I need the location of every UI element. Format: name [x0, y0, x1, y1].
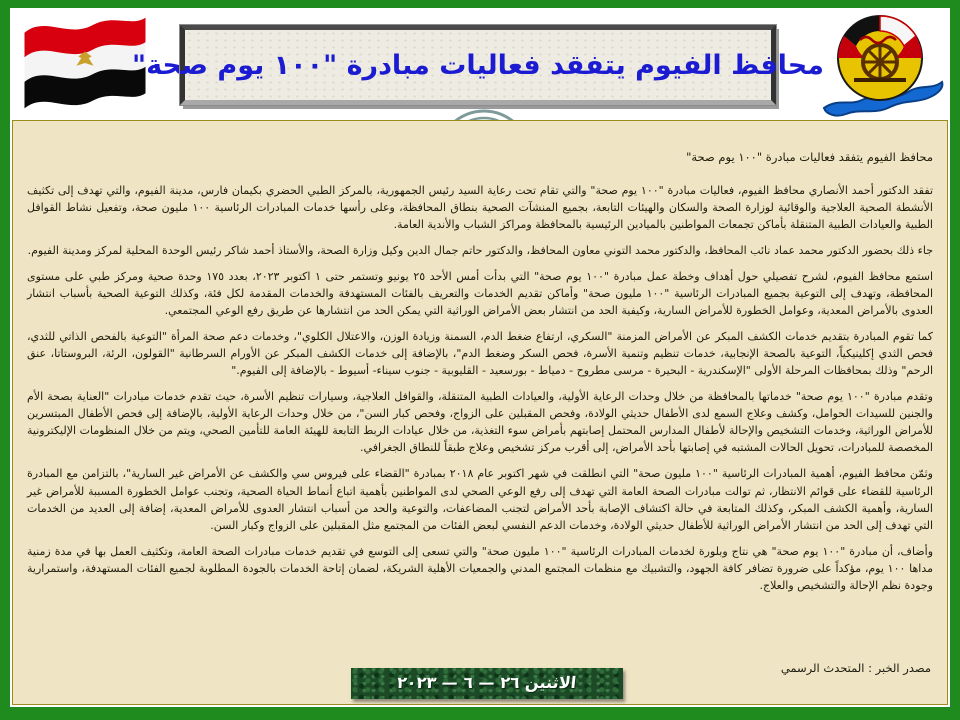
- article-paragraph: وتقدم مبادرة "١٠٠ يوم صحة" خدماتها بالمحافظة من خلال وحدات الرعاية الأولية، والعيادات الطبية المتنقلة، والقوافل العلاجية، وسيارات تنظيم الأسرة، حيث تقدم خدمات مبادرات "العناية بصحة الأم والجنين للسيدات الحوامل، وكشف وعلاج السمع لدى الأطفال حديثي الولادة، وفحص المقبلين على الزواج، وفحص كبار السن"، من خلال وحدات الرعاية الأولية، بالإضافة إلى فحص الأطفال المبتسرين للأمراض الوراثية، وخدمات التشخيص والإحالة لأطفال المدارس المحتمل إصابتهم بأمراض سوء التغذية، من خلال عيادات الربط التابعة للهيئة العامة للتأمين الصحي، ويتم من خلال المنظومات الإليكترونية المخصصة للمبادرات، تحويل الحالات المشتبه في إصابتها بأحد الأمراض، إلى أقرب مركز تشخيص وعلاج طبقاً للنطاق الجغرافي.: [27, 390, 933, 455]
- headline-plaque: [132, 25, 824, 105]
- fayoum-governorate-logo-icon: [816, 10, 948, 126]
- article-headline: محافظ الفيوم يتفقد فعاليات مبادرة "١٠٠ يوم صحة": [686, 150, 933, 164]
- date-banner: [351, 668, 623, 699]
- article-paragraph: استمع محافظ الفيوم، لشرح تفصيلي حول أهداف وخطة عمل مبادرة "١٠٠ يوم صحة" التي بدأت أمس الأحد ٢٥ يونيو وتستمر حتى ١ اكتوبر ٢٠٢٣، بعدد ١٧٥ وحدة صحية ومركز طبي على مستوى المحافظة، وتهدف إلى التوعية بجميع المبادرات الرئاسية "١٠٠ مليون صحة" وأماكن تقديم الخدمات والتعريف بالفئات المستهدفة والخدمات المقدمة لكل فئة، وكذلك التوعية الصحية بأسباب انتشار العدوى بالأمراض المعدية، وعوامل الخطورة للأمراض السارية، وكيفية الحد من انتشار بعض الأمراض الوراثية التي يمكن الحد من انتشارها عن طريق رفع الوعي المجتمعي.: [27, 270, 934, 318]
- news-source-label: مصدر الخبر : المتحدث الرسمي: [780, 661, 931, 676]
- article-paragraph: وأضاف، أن مبادرة "١٠٠ يوم صحة" هي نتاج وبلورة لخدمات المبادرات الرئاسية "١٠٠ مليون صحة" والتي تسعى إلى التوسع في تقديم خدمات مبادرات الصحة العامة، وتكثيف العمل بها في مدة زمنية مداها ١٠٠ يوم، مؤكداً على ضرورة تضافر كافة الجهود، والتشبيك مع منظمات المجتمع المدني والجمعيات الأهلية الشريكة، لضمان إتاحة الخدمات بالجودة المطلوبة لجميع الفئات المستهدفة، واستمرارية وجودة نظم الإحالة والتشخيص والعلاج.: [27, 544, 934, 592]
- page-title: محافظ الفيوم يتفقد فعاليات مبادرة "١٠٠ يوم صحة": [132, 49, 824, 81]
- article-paragraph: جاء ذلك بحضور الدكتور محمد عماد نائب المحافظ، والدكتور محمد التوني معاون المحافظ، والدكتور حاتم جمال الدين وكيل وزارة الصحة، والأستاذ أحمد شاكر رئيس الوحدة المحلية لمركز ومدينة الفيوم.: [27, 243, 933, 257]
- article-body: [12, 120, 948, 705]
- page-inner: [10, 8, 950, 707]
- date-banner-text: الاثنين ٢٦ — ٦ — ٢٠٢٣: [396, 673, 578, 693]
- article-paragraph: تفقد الدكتور أحمد الأنصاري محافظ الفيوم، فعاليات مبادرة "١٠٠ يوم صحة" والتي تقام تحت رعاية السيد رئيس الجمهورية، بالمركز الطبي الحضري بكيمان فارس، مدينة الفيوم، والتي تهدف إلى تكثيف الأنشطة الصحية العلاجية والوقائية لوزارة الصحة والسكان والهيئات التابعة، بجميع المنشآت الصحية بنطاق المحافظة، وعلى رأسها خدمات المبادرات الرئاسية ١٠٠ مليون صحة، وتفعيل نشاط القوافل الطبية والعيادات الطبية المتنقلة بأماكن تجمعات المواطنين بالميادين الرئيسية بالمحافظة ومراكز الشباب والأندية العامة.: [27, 183, 934, 231]
- article-paragraph: وثمّن محافظ الفيوم، أهمية المبادرات الرئاسية "١٠٠ مليون صحة" التي انطلقت في شهر اكتوبر عام ٢٠١٨ بمبادرة "القضاء على فيروس سي والكشف عن الأمراض غير السارية"، بالتزامن مع المبادرة الرئاسية للقضاء على قوائم الانتظار، ثم توالت مبادرات الصحة العامة التي تهدف إلى رفع الوعي الصحي لدى المواطنين بأهمية اتباع أنماط الحياة الصحية، وتجنب عوامل الخطورة المسببة للأمراض غير السارية، وأهمية الكشف المبكر، وكذلك المتابعة في حالة اكتشاف الإصابة بأحد الأمراض لتجنب المضاعفات، والتوعية والحد من أسباب انتشار العدوى للأمراض المعدية، إضافة إلى العديد من الخدمات التي تهدف إلى الحد من انتشار الأمراض الوراثية للأطفال حديثي الولادة، وخدمات الدعم النفسي لبعض الفئات من المجتمع مثل المقبلين على الزواج وكبار السن.: [27, 467, 933, 532]
- article-paragraph: كما تقوم المبادرة بتقديم خدمات الكشف المبكر عن الأمراض المزمنة "السكري، ارتفاع ضغط الدم، السمنة وزيادة الوزن، والاعتلال الكلوي"، وخدمات دعم صحة المرأة "التوعية بالفحص الذاتي للثدي، فحص الثدي إكلينيكياً، التوعية بالصحة الإنجابية، خدمات تنظيم وتنمية الأسرة، فحص السكر وضغط الدم"، بالإضافة إلى خدمات الكشف المبكر عن الأورام السرطانية "القولون، الرئة، البروستاتا، عنق الرحم" وذلك بمحافظات المرحلة الأولى "الإسكندرية - البحيرة - مرسى مطروح - دمياط - بورسعيد - القليوبية - جنوب سيناء- أسيوط - بالإضافة إلى الفيوم.": [27, 330, 933, 378]
